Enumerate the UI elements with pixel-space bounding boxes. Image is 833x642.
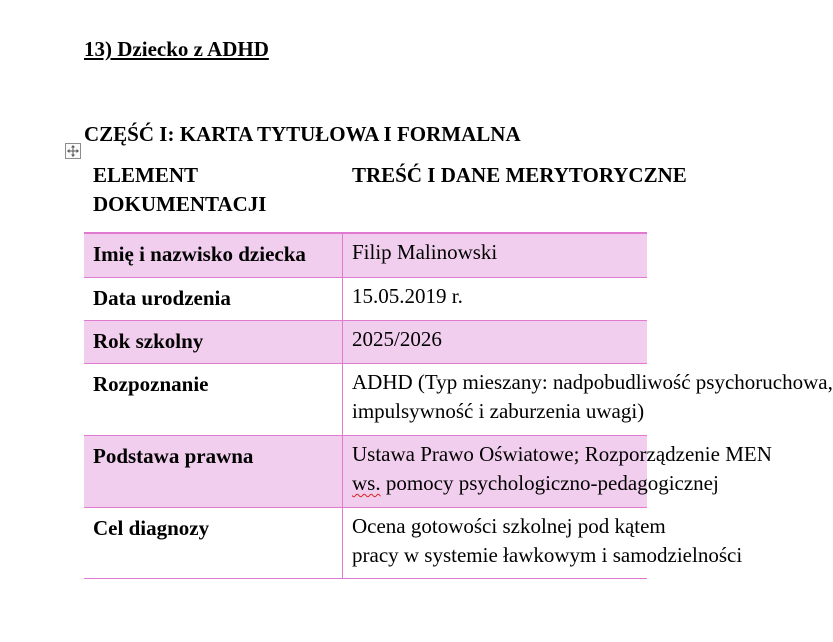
spellcheck-underline: ws. xyxy=(352,471,381,495)
row-label: Rozpoznanie xyxy=(84,364,343,435)
move-arrows-icon xyxy=(67,145,79,157)
table-header-row xyxy=(84,156,687,234)
row-label: Podstawa prawna xyxy=(84,436,343,507)
table-move-handle[interactable] xyxy=(65,143,81,159)
row-label: Rok szkolny xyxy=(84,321,343,363)
row-value[interactable]: Ocena gotowości szkolnej pod kątem pracy w systemie ławkowym i samodzielności xyxy=(352,514,743,567)
row-value[interactable]: ADHD (Typ mieszany: nadpobudliwość psychoruchowa, impulsywność i zaburzenia uwagi) xyxy=(352,370,833,423)
row-value[interactable]: 2025/2026 xyxy=(352,327,442,351)
row-value[interactable]: Filip Malinowski xyxy=(352,240,498,264)
row-label: Data urodzenia xyxy=(84,278,343,320)
row-value[interactable]: Ustawa Prawo Oświatowe; Rozporządzenie MEN ws. pomocy psychologiczno-pedagogicznej xyxy=(352,442,772,495)
header-cell-element: ELEMENT DOKUMENTACJI xyxy=(93,163,267,216)
row-value[interactable]: 15.05.2019 r. xyxy=(352,284,463,308)
table-row xyxy=(84,278,647,321)
table-row xyxy=(84,234,647,278)
header-cell-content: TREŚĆ I DANE MERYTORYCZNE xyxy=(352,163,687,187)
table-row xyxy=(84,321,647,364)
table-row xyxy=(84,364,833,436)
documentation-table xyxy=(84,156,833,579)
table-row xyxy=(84,508,743,579)
section-heading: 13) Dziecko z ADHD xyxy=(84,37,269,61)
table-row xyxy=(84,436,772,508)
row-label: Imię i nazwisko dziecka xyxy=(84,234,343,277)
row-label: Cel diagnozy xyxy=(84,508,343,578)
part-title: CZĘŚĆ I: KARTA TYTUŁOWA I FORMALNA xyxy=(84,122,521,146)
